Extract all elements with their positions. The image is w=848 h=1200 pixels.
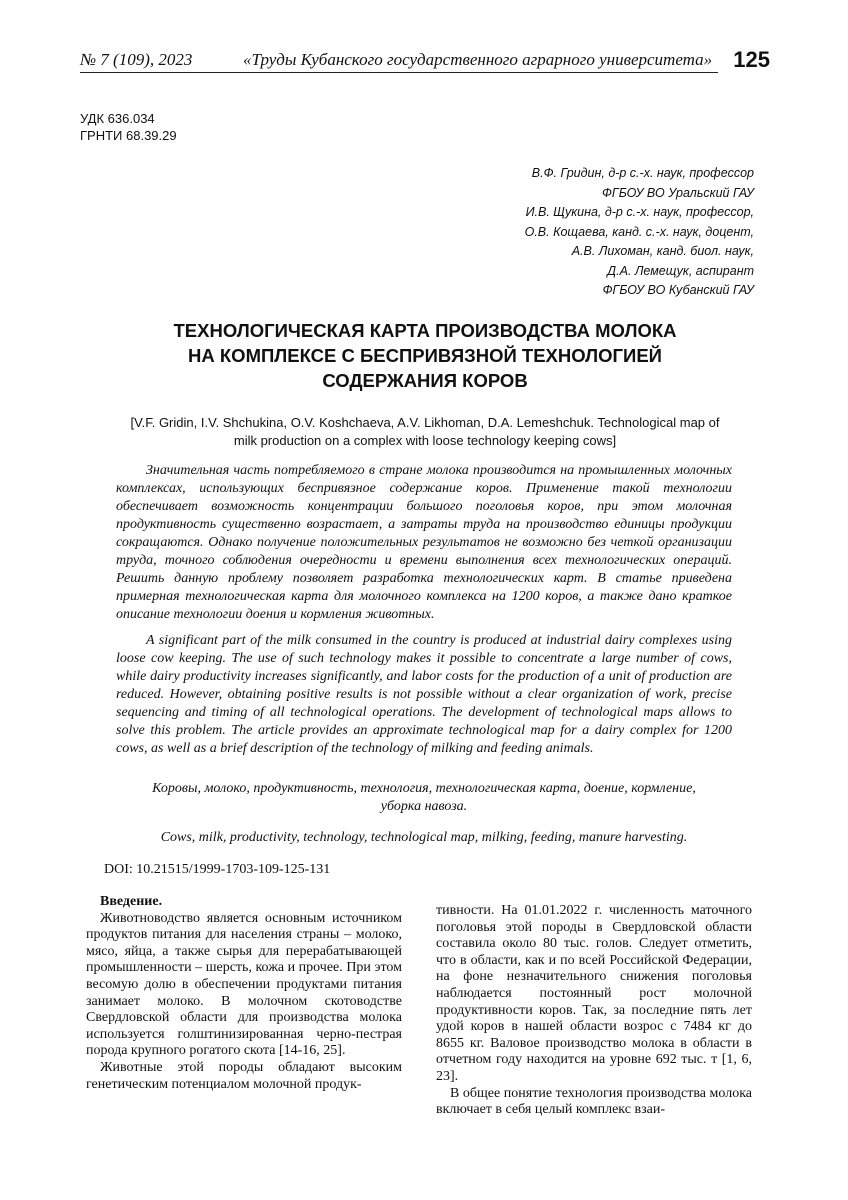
body-column-right [436, 903, 752, 1119]
journal-issue: № 7 (109), 2023 [80, 50, 193, 69]
article-title [100, 318, 750, 393]
author-line: А.В. Лихоман, канд. биол. наук, [571, 244, 754, 258]
keywords-line: уборка навоза. [380, 799, 468, 814]
author-line: И.В. Щукина, д-р с.-х. наук, профессор, [525, 205, 754, 219]
title-line: СОДЕРЖАНИЯ КОРОВ [322, 370, 528, 391]
keywords-russian [116, 780, 732, 816]
page-number: 125 [733, 47, 770, 72]
body-paragraph: Животноводство является основным источником продуктов питания для населения страны – молоко, мясо, яйца, а также сырья для перерабатывающей промышленности – шерсть, кожа и прочее. При этом весомую долю в обеспечении продуктами питания занимает молоко. В молочном скотоводстве Свердловской области для производства молока используется голштинизированная черно-пестрая порода крупного рогатого скота [14-16, 25]. [86, 910, 402, 1059]
body-paragraph: Животные этой породы обладают высоким генетическим потенциалом молочной продук- [86, 1059, 402, 1092]
english-title [110, 414, 740, 450]
author-list [525, 164, 754, 301]
abstract-english: A significant part of the milk consumed in the country is produced at industrial dairy complexes using loose cow keeping. The use of such technology makes it possible to concentrate a large number of cows, while dairy productivity increases significantly, and labor costs for the production of a unit of production are reduced. However, obtaining positive results is not possible without a clear organization of work, precise sequencing and timing of all technological operations. The development of technological maps allows to solve this problem. The article provides an approximate technological map for a dairy complex for 1200 cows, as well as a brief description of the technology of milking and feeding animals. [116, 633, 732, 756]
journal-name: «Труды Кубанского государственного аграрного университета» [243, 50, 713, 69]
body-paragraph: тивности. На 01.01.2022 г. численность маточного поголовья этой породы в Свердловской области составила около 80 тыс. голов. Следует отметить, что в области, как и по всей Российской Федерации, на фоне незначительного снижения поголовья наблюдается постоянный рост молочной продуктивности коров. Так, за последние пять лет удой коров в нашей области возрос с 7484 кг до 8655 кг. Валовое производство молока в области в отчетном году находится на уровне 692 тыс. т [1, 6, 23]. [436, 903, 752, 1084]
english-title-line: milk production on a complex with loose technology keeping cows] [233, 433, 617, 448]
title-line: ТЕХНОЛОГИЧЕСКАЯ КАРТА ПРОИЗВОДСТВА МОЛОКА [173, 320, 677, 341]
udk-code: УДК 636.034 [80, 111, 155, 126]
author-affiliation: ФГБОУ ВО Кубанский ГАУ [602, 283, 754, 297]
body-paragraph: В общее понятие технология производства молока включает в себя целый комплекс взаи- [436, 1085, 752, 1118]
author-line: О.В. Кощаева, канд. с.-х. наук, доцент, [524, 224, 754, 239]
grnti-code: ГРНТИ 68.39.29 [80, 128, 177, 143]
classification-codes [80, 110, 177, 144]
keywords-line: Коровы, молоко, продуктивность, технология, технологическая карта, доение, кормление, [152, 781, 696, 796]
doi: DOI: 10.21515/1999-1703-109-125-131 [104, 862, 331, 877]
title-line: НА КОМПЛЕКСЕ С БЕСПРИВЯЗНОЙ ТЕХНОЛОГИЕЙ [188, 345, 662, 366]
author-line: В.Ф. Гридин, д-р с.-х. наук, профессор [531, 166, 754, 180]
section-heading: Введение. [100, 894, 163, 909]
keywords-english: Cows, milk, productivity, technology, technological map, milking, feeding, manure harvesting. [160, 830, 688, 845]
abstract-russian: Значительная часть потребляемого в стране молока производится на промышленных молочных комплексах, использующих беспривязное содержание коров. Применение такой технологии обеспечивает возможность концентрации большого поголовья коров, при этом молочная продуктивность существенно возрастает, а затраты труда на производство единицы продукции сокращаются. Однако получение положительных результатов не возможно без четкой организации труда, точного соблюдения очередности и времени выполнения всех технологических операций. Решить данную проблему позволяет разработка технологических карт. В статье приведена примерная технологическая карта для молочного комплекса на 1200 коров, а также дано краткое описание технологии доения и кормления животных. [116, 463, 732, 622]
body-column-left [86, 894, 402, 1093]
header-rule [80, 72, 718, 73]
english-title-line: [V.F. Gridin, I.V. Shchukina, O.V. Koshchaeva, A.V. Likhoman, D.A. Lemeshchuk. Technological map of [130, 415, 720, 430]
running-header [80, 47, 770, 80]
author-line: Д.А. Лемещук, аспирант [607, 263, 754, 278]
author-affiliation: ФГБОУ ВО Уральский ГАУ [601, 185, 754, 200]
